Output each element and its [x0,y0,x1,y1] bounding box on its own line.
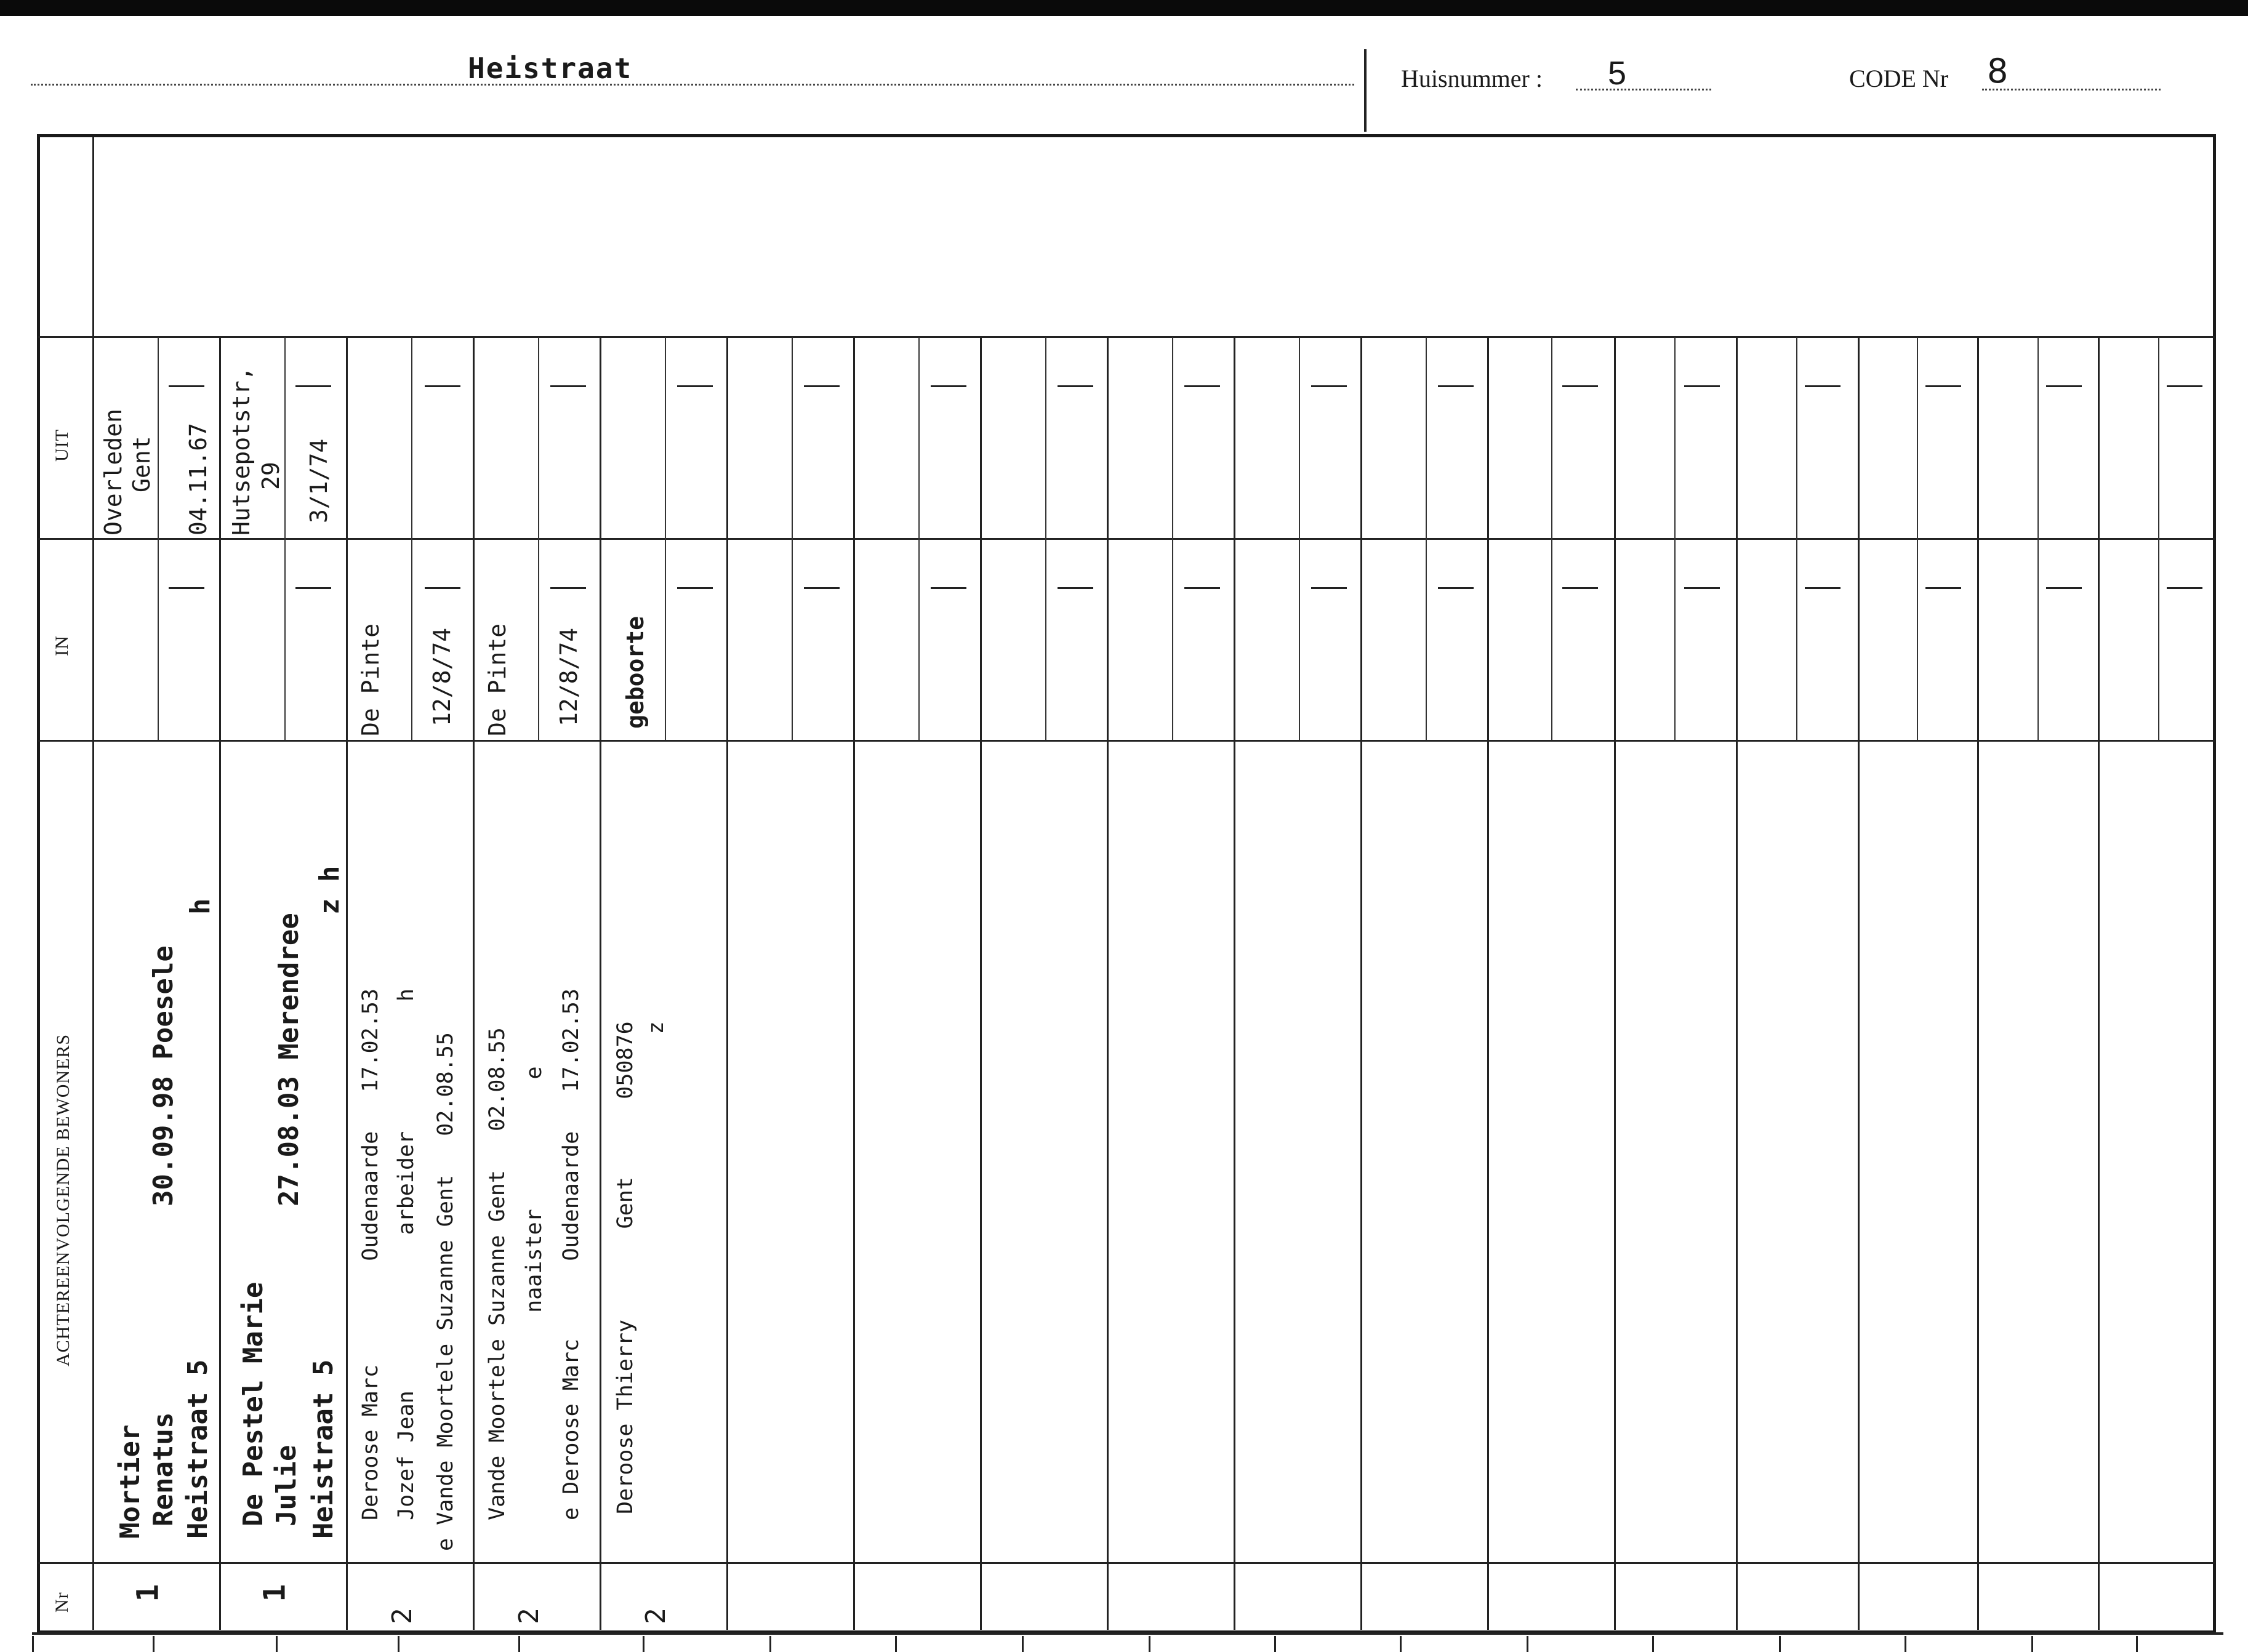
column-border-2 [219,337,221,1630]
empty-mark [1438,385,1474,387]
bottom-tick [398,1636,399,1652]
empty-mark [2167,385,2202,387]
empty-mark [1438,587,1474,589]
household-number: 1 [257,1584,292,1602]
empty-mark [295,385,331,387]
empty-mark [425,587,460,589]
street-dotted-line [31,84,1354,86]
sub-divider [792,337,793,740]
empty-mark [1805,385,1841,387]
empty-mark [1805,587,1841,589]
empty-mark [169,385,204,387]
empty-mark [550,587,586,589]
section-label-in: IN [52,635,72,656]
bottom-edge-line [32,1632,2223,1635]
out-place-line: Overleden [100,409,127,535]
empty-mark [1184,587,1220,589]
empty-mark [931,385,966,387]
code-label: CODE Nr [1849,65,1949,92]
resident-line: e Deroose Marc Oudenaarde 17.02.53 [559,988,584,1520]
in-date: 12/8/74 [555,627,582,726]
resident-line: Renatus [148,1412,179,1526]
in-place: De Pinte [357,623,384,736]
house-number-dotted-line [1576,89,1711,90]
empty-mark [804,385,840,387]
bottom-tick [769,1636,771,1652]
bottom-tick [32,1636,34,1652]
bottom-tick [1274,1636,1276,1652]
house-number-value: 5 [1608,55,1627,92]
bottom-tick [2031,1636,2033,1652]
household-number: 2 [640,1608,672,1624]
household-number: 2 [513,1608,545,1624]
bottom-tick [1527,1636,1528,1652]
empty-mark [931,587,966,589]
resident-line: De Pestel Marie [238,1281,269,1526]
in-date: 12/8/74 [428,627,456,726]
sub-divider [1299,337,1300,740]
bottom-tick [895,1636,897,1652]
empty-mark [2046,587,2082,589]
bottom-tick [518,1636,520,1652]
household-number: 2 [386,1608,418,1624]
bottom-tick [2136,1636,2138,1652]
sub-divider [1426,337,1427,740]
empty-mark [1925,587,1961,589]
section-label-nr: Nr [52,1592,72,1613]
bottom-tick [1149,1636,1150,1652]
column-border-16 [1977,337,1979,1630]
section-label-uit: UIT [52,429,72,462]
empty-mark [1058,587,1093,589]
sub-divider [1674,337,1676,740]
empty-mark [1562,587,1598,589]
resident-line: Deroose Marc Oudenaarde 17.02.53 [358,988,383,1520]
section-line-uit-top [38,336,2215,338]
empty-mark [1925,385,1961,387]
resident-line: Mortier [114,1424,146,1539]
sub-divider [2158,337,2159,740]
sub-divider [1917,337,1918,740]
column-border-15 [1858,337,1860,1630]
empty-mark [1184,385,1220,387]
resident-line: Deroose Thierry Gent 050876 [613,1021,638,1514]
empty-mark [1684,587,1720,589]
out-place-line: Hutsepotstr, [228,366,255,535]
empty-mark [1311,385,1347,387]
resident-line: Jozef Jean arbeider h [394,988,419,1520]
out-place-line: 29 [257,462,284,490]
section-line-nr-top [38,1562,2215,1564]
sex-marker: h [185,898,216,915]
bottom-tick [1400,1636,1402,1652]
empty-mark [550,385,586,387]
section-line-in-top [38,538,2215,540]
header-separator [1364,49,1367,132]
empty-mark [804,587,840,589]
in-place: De Pinte [484,623,511,736]
empty-mark [677,385,713,387]
sub-divider [918,337,920,740]
sex-marker: z h [314,865,345,915]
empty-mark [1562,385,1598,387]
house-number-label: Huisnummer : [1401,65,1543,92]
empty-mark [1058,385,1093,387]
bottom-tick [1652,1636,1654,1652]
sub-divider [284,337,286,740]
column-border-3 [346,337,348,1630]
resident-line: Vande Moortele Suzanne Gent 02.08.55 [485,1027,510,1520]
column-border-14 [1736,337,1738,1630]
resident-line: Heistraat 5 [308,1359,339,1539]
out-place-line: Gent [128,436,155,492]
column-border-11 [1360,337,1362,1630]
empty-mark [1684,385,1720,387]
sub-divider [538,337,539,740]
resident-line: Julie [271,1445,302,1526]
bottom-tick [276,1636,278,1652]
street-name: Heistraat [468,52,633,85]
code-value: 8 [1987,52,2009,90]
bottom-tick [1022,1636,1024,1652]
bottom-tick [153,1636,155,1652]
column-border-7 [853,337,855,1630]
column-border-5 [600,337,601,1630]
out-date: 3/1/74 [305,438,332,523]
sub-divider [1172,337,1173,740]
column-border-6 [726,337,728,1630]
empty-mark [2046,385,2082,387]
resident-line: e Vande Moortele Suzanne Gent 02.08.55 [433,1032,458,1551]
sub-divider [665,337,666,740]
bottom-tick [1905,1636,1906,1652]
household-number: 1 [130,1584,166,1602]
sub-divider [2037,337,2039,740]
empty-mark [169,587,204,589]
label-strip-border [92,137,94,1630]
sub-divider [1551,337,1552,740]
column-border-17 [2098,337,2100,1630]
section-line-residents-top [38,740,2215,742]
empty-mark [677,587,713,589]
sub-divider [1045,337,1046,740]
top-edge-band [0,0,2248,16]
bottom-tick [643,1636,644,1652]
empty-mark [425,385,460,387]
column-border-8 [980,337,982,1630]
column-border-9 [1107,337,1109,1630]
empty-mark [1311,587,1347,589]
column-border-13 [1614,337,1616,1630]
resident-line: Heistraat 5 [182,1359,214,1539]
birth-date-place: 27.08.03 Merendree [273,913,305,1206]
empty-mark [2167,587,2202,589]
sub-divider [411,337,412,740]
resident-line: z [644,1021,668,1514]
column-border-12 [1487,337,1489,1630]
bottom-tick [1779,1636,1781,1652]
column-border-4 [473,337,475,1630]
sub-divider [1796,337,1797,740]
in-place: geboorte [622,615,649,729]
out-date: 04.11.67 [185,422,212,535]
birth-date-place: 30.09.98 Poesele [148,945,179,1206]
section-label-residents: ACHTEREENVOLGENDE BEWONERS [53,1033,73,1366]
sub-divider [158,337,159,740]
resident-line: naaister e [522,1066,547,1520]
code-dotted-line [1982,89,2161,90]
column-border-10 [1234,337,1235,1630]
empty-mark [295,587,331,589]
